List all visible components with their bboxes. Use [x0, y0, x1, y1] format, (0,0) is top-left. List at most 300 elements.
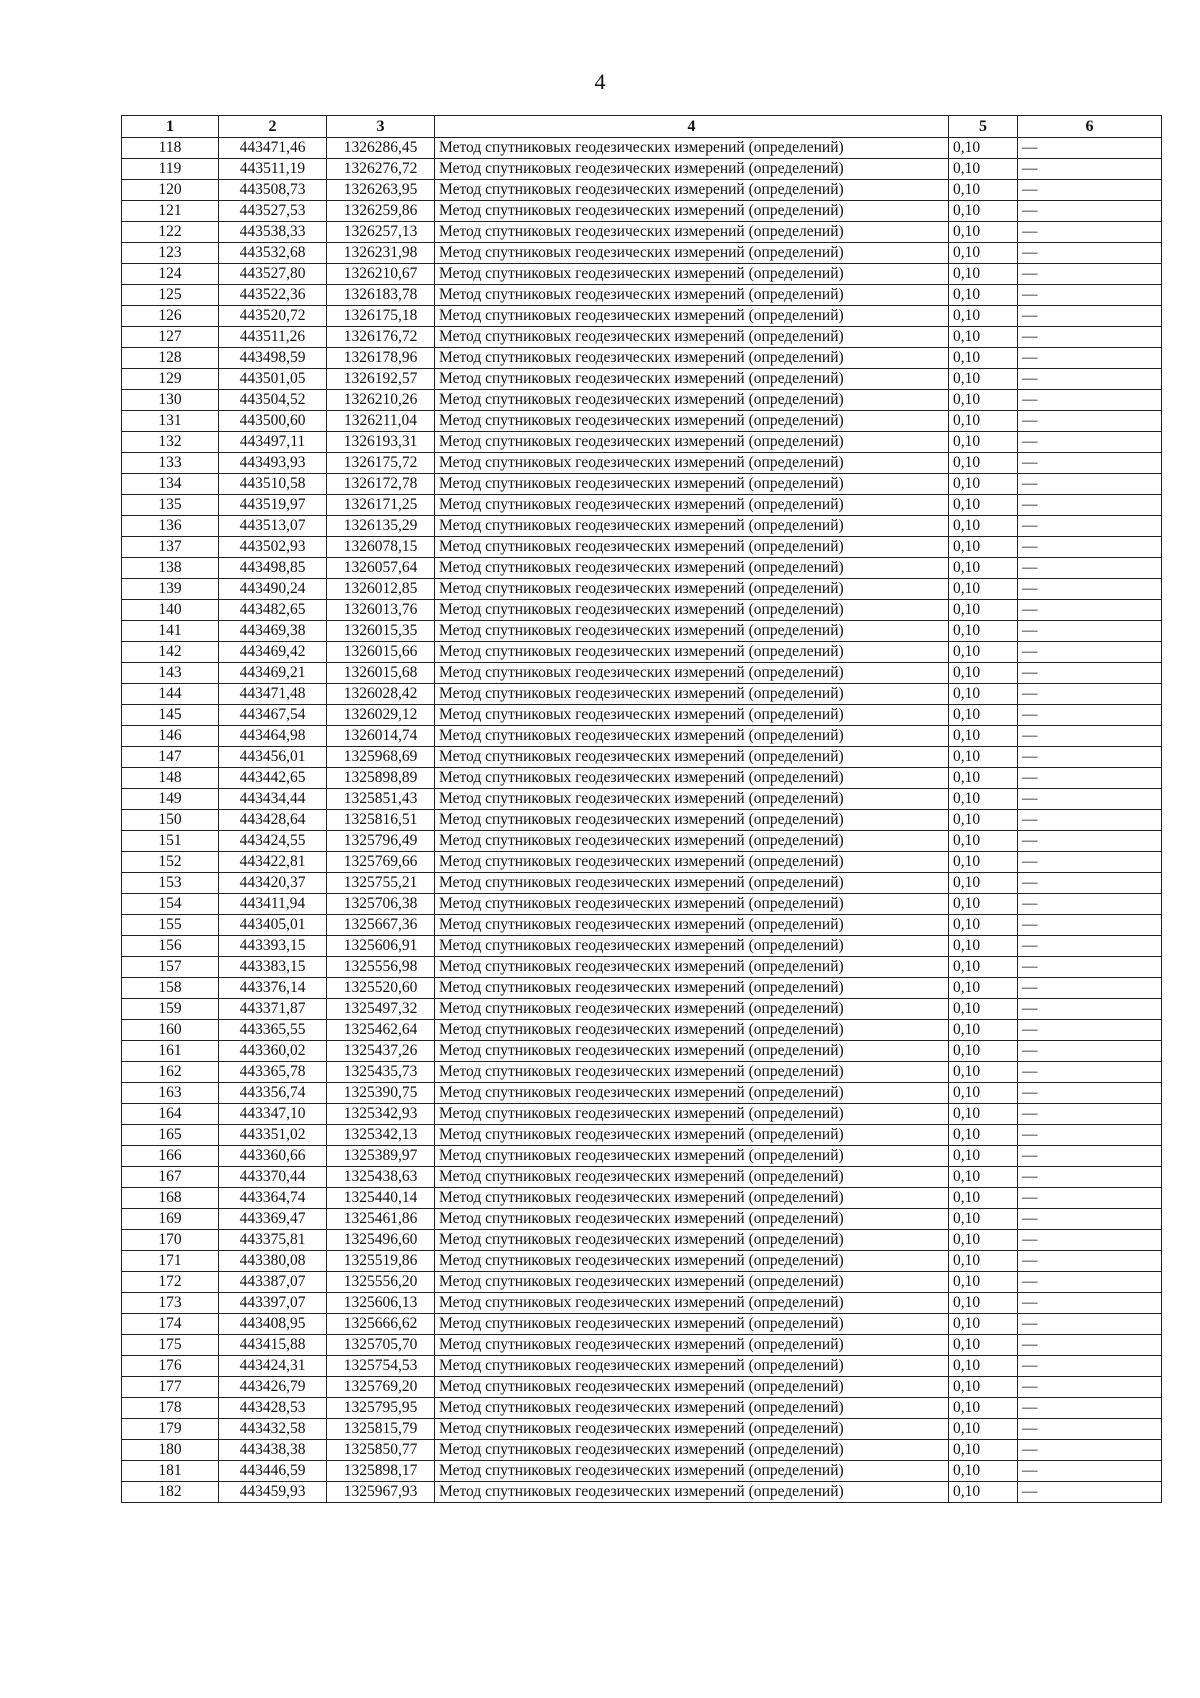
y-coordinate-cell: 1326015,66: [327, 642, 435, 663]
accuracy-cell: 0,10: [949, 264, 1018, 285]
description-cell: —: [1018, 327, 1162, 348]
table-row: [122, 1083, 1162, 1104]
point-number-cell: 121: [122, 201, 219, 222]
x-coordinate-cell: 443424,55: [219, 831, 327, 852]
y-coordinate-cell: 1325898,89: [327, 768, 435, 789]
y-coordinate-cell: 1325606,13: [327, 1293, 435, 1314]
description-cell: —: [1018, 285, 1162, 306]
description-cell: —: [1018, 1167, 1162, 1188]
method-cell: Метод спутниковых геодезических измерений (определений): [435, 726, 949, 747]
y-coordinate-cell: 1326211,04: [327, 411, 435, 432]
x-coordinate-cell: 443511,19: [219, 159, 327, 180]
accuracy-cell: 0,10: [949, 663, 1018, 684]
description-cell: —: [1018, 936, 1162, 957]
table-row: [122, 201, 1162, 222]
x-coordinate-cell: 443513,07: [219, 516, 327, 537]
method-cell: Метод спутниковых геодезических измерений (определений): [435, 936, 949, 957]
point-number-cell: 138: [122, 558, 219, 579]
method-cell: Метод спутниковых геодезических измерений (определений): [435, 600, 949, 621]
point-number-cell: 151: [122, 831, 219, 852]
description-cell: —: [1018, 1104, 1162, 1125]
point-number-cell: 164: [122, 1104, 219, 1125]
table-row: [122, 1041, 1162, 1062]
y-coordinate-cell: 1325666,62: [327, 1314, 435, 1335]
table-row: [122, 1125, 1162, 1146]
method-cell: Метод спутниковых геодезических измерений (определений): [435, 1125, 949, 1146]
y-coordinate-cell: 1325796,49: [327, 831, 435, 852]
table-row: [122, 579, 1162, 600]
method-cell: Метод спутниковых геодезических измерений (определений): [435, 1251, 949, 1272]
point-number-cell: 181: [122, 1461, 219, 1482]
method-cell: Метод спутниковых геодезических измерений (определений): [435, 1083, 949, 1104]
description-cell: —: [1018, 1188, 1162, 1209]
table-row: [122, 726, 1162, 747]
accuracy-cell: 0,10: [949, 705, 1018, 726]
method-cell: Метод спутниковых геодезических измерений (определений): [435, 495, 949, 516]
method-cell: Метод спутниковых геодезических измерений (определений): [435, 663, 949, 684]
description-cell: —: [1018, 768, 1162, 789]
accuracy-cell: 0,10: [949, 873, 1018, 894]
accuracy-cell: 0,10: [949, 390, 1018, 411]
accuracy-cell: 0,10: [949, 537, 1018, 558]
table-header-row: [122, 116, 1162, 138]
description-cell: —: [1018, 747, 1162, 768]
x-coordinate-cell: 443397,07: [219, 1293, 327, 1314]
method-cell: Метод спутниковых геодезических измерений (определений): [435, 1104, 949, 1125]
table-row: [122, 306, 1162, 327]
x-coordinate-cell: 443467,54: [219, 705, 327, 726]
method-cell: Метод спутниковых геодезических измерений (определений): [435, 1314, 949, 1335]
x-coordinate-cell: 443422,81: [219, 852, 327, 873]
method-cell: Метод спутниковых геодезических измерений (определений): [435, 1482, 949, 1503]
x-coordinate-cell: 443347,10: [219, 1104, 327, 1125]
point-number-cell: 172: [122, 1272, 219, 1293]
method-cell: Метод спутниковых геодезических измерений (определений): [435, 831, 949, 852]
method-cell: Метод спутниковых геодезических измерений (определений): [435, 1209, 949, 1230]
y-coordinate-cell: 1325705,70: [327, 1335, 435, 1356]
column-header: 2: [219, 116, 327, 138]
point-number-cell: 175: [122, 1335, 219, 1356]
point-number-cell: 177: [122, 1377, 219, 1398]
y-coordinate-cell: 1326231,98: [327, 243, 435, 264]
point-number-cell: 128: [122, 348, 219, 369]
description-cell: —: [1018, 852, 1162, 873]
x-coordinate-cell: 443426,79: [219, 1377, 327, 1398]
accuracy-cell: 0,10: [949, 1167, 1018, 1188]
method-cell: Метод спутниковых геодезических измерений (определений): [435, 915, 949, 936]
description-cell: —: [1018, 1020, 1162, 1041]
y-coordinate-cell: 1325706,38: [327, 894, 435, 915]
description-cell: —: [1018, 1083, 1162, 1104]
table-row: [122, 1167, 1162, 1188]
method-cell: Метод спутниковых геодезических измерений (определений): [435, 1230, 949, 1251]
accuracy-cell: 0,10: [949, 348, 1018, 369]
point-number-cell: 162: [122, 1062, 219, 1083]
x-coordinate-cell: 443375,81: [219, 1230, 327, 1251]
point-number-cell: 180: [122, 1440, 219, 1461]
point-number-cell: 132: [122, 432, 219, 453]
accuracy-cell: 0,10: [949, 684, 1018, 705]
description-cell: —: [1018, 978, 1162, 999]
point-number-cell: 126: [122, 306, 219, 327]
x-coordinate-cell: 443438,38: [219, 1440, 327, 1461]
x-coordinate-cell: 443508,73: [219, 180, 327, 201]
table-row: [122, 810, 1162, 831]
accuracy-cell: 0,10: [949, 159, 1018, 180]
y-coordinate-cell: 1326259,86: [327, 201, 435, 222]
table-row: [122, 1104, 1162, 1125]
description-cell: —: [1018, 537, 1162, 558]
method-cell: Метод спутниковых геодезических измерений (определений): [435, 558, 949, 579]
y-coordinate-cell: 1326015,68: [327, 663, 435, 684]
x-coordinate-cell: 443393,15: [219, 936, 327, 957]
y-coordinate-cell: 1326210,67: [327, 264, 435, 285]
column-header: 5: [949, 116, 1018, 138]
description-cell: —: [1018, 1482, 1162, 1503]
table-row: [122, 684, 1162, 705]
accuracy-cell: 0,10: [949, 432, 1018, 453]
accuracy-cell: 0,10: [949, 138, 1018, 159]
x-coordinate-cell: 443356,74: [219, 1083, 327, 1104]
table-row: [122, 1398, 1162, 1419]
description-cell: —: [1018, 138, 1162, 159]
point-number-cell: 157: [122, 957, 219, 978]
point-number-cell: 141: [122, 621, 219, 642]
y-coordinate-cell: 1325968,69: [327, 747, 435, 768]
x-coordinate-cell: 443434,44: [219, 789, 327, 810]
description-cell: —: [1018, 348, 1162, 369]
y-coordinate-cell: 1326175,18: [327, 306, 435, 327]
x-coordinate-cell: 443497,11: [219, 432, 327, 453]
table-row: [122, 999, 1162, 1020]
method-cell: Метод спутниковых геодезических измерений (определений): [435, 768, 949, 789]
point-number-cell: 131: [122, 411, 219, 432]
description-cell: —: [1018, 159, 1162, 180]
x-coordinate-cell: 443365,78: [219, 1062, 327, 1083]
y-coordinate-cell: 1326175,72: [327, 453, 435, 474]
y-coordinate-cell: 1326013,76: [327, 600, 435, 621]
description-cell: —: [1018, 369, 1162, 390]
point-number-cell: 170: [122, 1230, 219, 1251]
table-row: [122, 1419, 1162, 1440]
y-coordinate-cell: 1325755,21: [327, 873, 435, 894]
accuracy-cell: 0,10: [949, 999, 1018, 1020]
method-cell: Метод спутниковых геодезических измерений (определений): [435, 1440, 949, 1461]
point-number-cell: 158: [122, 978, 219, 999]
description-cell: —: [1018, 495, 1162, 516]
coordinates-table: [121, 115, 1162, 1503]
accuracy-cell: 0,10: [949, 579, 1018, 600]
method-cell: Метод спутниковых геодезических измерений (определений): [435, 432, 949, 453]
table-row: [122, 180, 1162, 201]
method-cell: Метод спутниковых геодезических измерений (определений): [435, 1377, 949, 1398]
table-row: [122, 474, 1162, 495]
point-number-cell: 130: [122, 390, 219, 411]
accuracy-cell: 0,10: [949, 1314, 1018, 1335]
description-cell: —: [1018, 600, 1162, 621]
accuracy-cell: 0,10: [949, 495, 1018, 516]
method-cell: Метод спутниковых геодезических измерений (определений): [435, 537, 949, 558]
accuracy-cell: 0,10: [949, 453, 1018, 474]
description-cell: —: [1018, 1272, 1162, 1293]
x-coordinate-cell: 443532,68: [219, 243, 327, 264]
method-cell: Метод спутниковых геодезических измерений (определений): [435, 873, 949, 894]
method-cell: Метод спутниковых геодезических измерений (определений): [435, 1293, 949, 1314]
method-cell: Метод спутниковых геодезических измерений (определений): [435, 810, 949, 831]
point-number-cell: 136: [122, 516, 219, 537]
table-row: [122, 1062, 1162, 1083]
point-number-cell: 146: [122, 726, 219, 747]
table-row: [122, 1377, 1162, 1398]
table-row: [122, 1335, 1162, 1356]
x-coordinate-cell: 443383,15: [219, 957, 327, 978]
table-row: [122, 978, 1162, 999]
y-coordinate-cell: 1325556,20: [327, 1272, 435, 1293]
column-header: 3: [327, 116, 435, 138]
table-row: [122, 495, 1162, 516]
description-cell: —: [1018, 1125, 1162, 1146]
y-coordinate-cell: 1325390,75: [327, 1083, 435, 1104]
table-row: [122, 369, 1162, 390]
method-cell: Метод спутниковых геодезических измерений (определений): [435, 285, 949, 306]
method-cell: Метод спутниковых геодезических измерений (определений): [435, 1146, 949, 1167]
description-cell: —: [1018, 663, 1162, 684]
y-coordinate-cell: 1325435,73: [327, 1062, 435, 1083]
x-coordinate-cell: 443360,02: [219, 1041, 327, 1062]
x-coordinate-cell: 443519,97: [219, 495, 327, 516]
point-number-cell: 119: [122, 159, 219, 180]
point-number-cell: 182: [122, 1482, 219, 1503]
accuracy-cell: 0,10: [949, 642, 1018, 663]
y-coordinate-cell: 1325851,43: [327, 789, 435, 810]
y-coordinate-cell: 1326192,57: [327, 369, 435, 390]
method-cell: Метод спутниковых геодезических измерений (определений): [435, 222, 949, 243]
point-number-cell: 134: [122, 474, 219, 495]
method-cell: Метод спутниковых геодезических измерений (определений): [435, 747, 949, 768]
x-coordinate-cell: 443498,85: [219, 558, 327, 579]
accuracy-cell: 0,10: [949, 831, 1018, 852]
description-cell: —: [1018, 831, 1162, 852]
y-coordinate-cell: 1325556,98: [327, 957, 435, 978]
method-cell: Метод спутниковых геодезических измерений (определений): [435, 1167, 949, 1188]
page-number: 4: [594, 69, 606, 94]
method-cell: Метод спутниковых геодезических измерений (определений): [435, 243, 949, 264]
method-cell: Метод спутниковых геодезических измерений (определений): [435, 852, 949, 873]
table-row: [122, 663, 1162, 684]
accuracy-cell: 0,10: [949, 1041, 1018, 1062]
method-cell: Метод спутниковых геодезических измерений (определений): [435, 705, 949, 726]
method-cell: Метод спутниковых геодезических измерений (определений): [435, 516, 949, 537]
point-number-cell: 163: [122, 1083, 219, 1104]
point-number-cell: 154: [122, 894, 219, 915]
description-cell: —: [1018, 1356, 1162, 1377]
x-coordinate-cell: 443522,36: [219, 285, 327, 306]
description-cell: —: [1018, 684, 1162, 705]
method-cell: Метод спутниковых геодезических измерений (определений): [435, 264, 949, 285]
y-coordinate-cell: 1326135,29: [327, 516, 435, 537]
table-row: [122, 1209, 1162, 1230]
method-cell: Метод спутниковых геодезических измерений (определений): [435, 348, 949, 369]
description-cell: —: [1018, 558, 1162, 579]
description-cell: —: [1018, 1461, 1162, 1482]
x-coordinate-cell: 443502,93: [219, 537, 327, 558]
point-number-cell: 124: [122, 264, 219, 285]
accuracy-cell: 0,10: [949, 978, 1018, 999]
column-header: 1: [122, 116, 219, 138]
accuracy-cell: 0,10: [949, 1083, 1018, 1104]
description-cell: —: [1018, 1230, 1162, 1251]
description-cell: —: [1018, 1209, 1162, 1230]
y-coordinate-cell: 1325769,20: [327, 1377, 435, 1398]
point-number-cell: 139: [122, 579, 219, 600]
x-coordinate-cell: 443370,44: [219, 1167, 327, 1188]
x-coordinate-cell: 443469,38: [219, 621, 327, 642]
y-coordinate-cell: 1325795,95: [327, 1398, 435, 1419]
y-coordinate-cell: 1326015,35: [327, 621, 435, 642]
point-number-cell: 173: [122, 1293, 219, 1314]
y-coordinate-cell: 1325816,51: [327, 810, 435, 831]
accuracy-cell: 0,10: [949, 1146, 1018, 1167]
y-coordinate-cell: 1325342,13: [327, 1125, 435, 1146]
accuracy-cell: 0,10: [949, 1272, 1018, 1293]
method-cell: Метод спутниковых геодезических измерений (определений): [435, 1062, 949, 1083]
column-header: 6: [1018, 116, 1162, 138]
accuracy-cell: 0,10: [949, 1377, 1018, 1398]
accuracy-cell: 0,10: [949, 222, 1018, 243]
accuracy-cell: 0,10: [949, 936, 1018, 957]
method-cell: Метод спутниковых геодезических измерений (определений): [435, 1041, 949, 1062]
table-row: [122, 873, 1162, 894]
description-cell: —: [1018, 432, 1162, 453]
method-cell: Метод спутниковых геодезических измерений (определений): [435, 138, 949, 159]
accuracy-cell: 0,10: [949, 327, 1018, 348]
accuracy-cell: 0,10: [949, 1335, 1018, 1356]
point-number-cell: 174: [122, 1314, 219, 1335]
table-row: [122, 768, 1162, 789]
accuracy-cell: 0,10: [949, 1020, 1018, 1041]
table-row: [122, 264, 1162, 285]
accuracy-cell: 0,10: [949, 915, 1018, 936]
point-number-cell: 152: [122, 852, 219, 873]
accuracy-cell: 0,10: [949, 600, 1018, 621]
point-number-cell: 150: [122, 810, 219, 831]
point-number-cell: 137: [122, 537, 219, 558]
x-coordinate-cell: 443511,26: [219, 327, 327, 348]
description-cell: —: [1018, 1398, 1162, 1419]
method-cell: Метод спутниковых геодезических измерений (определений): [435, 999, 949, 1020]
table-row: [122, 453, 1162, 474]
table-row: [122, 831, 1162, 852]
accuracy-cell: 0,10: [949, 201, 1018, 222]
accuracy-cell: 0,10: [949, 1104, 1018, 1125]
table-row: [122, 705, 1162, 726]
method-cell: Метод спутниковых геодезических измерений (определений): [435, 642, 949, 663]
accuracy-cell: 0,10: [949, 1440, 1018, 1461]
table-row: [122, 936, 1162, 957]
table-row: [122, 1272, 1162, 1293]
point-number-cell: 171: [122, 1251, 219, 1272]
point-number-cell: 168: [122, 1188, 219, 1209]
accuracy-cell: 0,10: [949, 726, 1018, 747]
description-cell: —: [1018, 306, 1162, 327]
y-coordinate-cell: 1326183,78: [327, 285, 435, 306]
table-row: [122, 747, 1162, 768]
x-coordinate-cell: 443411,94: [219, 894, 327, 915]
description-cell: —: [1018, 621, 1162, 642]
point-number-cell: 155: [122, 915, 219, 936]
description-cell: —: [1018, 957, 1162, 978]
method-cell: Метод спутниковых геодезических измерений (определений): [435, 327, 949, 348]
x-coordinate-cell: 443510,58: [219, 474, 327, 495]
method-cell: Метод спутниковых геодезических измерений (определений): [435, 453, 949, 474]
table-row: [122, 915, 1162, 936]
method-cell: Метод спутниковых геодезических измерений (определений): [435, 306, 949, 327]
accuracy-cell: 0,10: [949, 957, 1018, 978]
method-cell: Метод спутниковых геодезических измерений (определений): [435, 369, 949, 390]
accuracy-cell: 0,10: [949, 1461, 1018, 1482]
y-coordinate-cell: 1326172,78: [327, 474, 435, 495]
accuracy-cell: 0,10: [949, 810, 1018, 831]
y-coordinate-cell: 1325440,14: [327, 1188, 435, 1209]
y-coordinate-cell: 1326193,31: [327, 432, 435, 453]
point-number-cell: 166: [122, 1146, 219, 1167]
method-cell: Метод спутниковых геодезических измерений (определений): [435, 1398, 949, 1419]
y-coordinate-cell: 1325461,86: [327, 1209, 435, 1230]
x-coordinate-cell: 443415,88: [219, 1335, 327, 1356]
description-cell: —: [1018, 705, 1162, 726]
accuracy-cell: 0,10: [949, 747, 1018, 768]
y-coordinate-cell: 1325519,86: [327, 1251, 435, 1272]
x-coordinate-cell: 443527,80: [219, 264, 327, 285]
x-coordinate-cell: 443360,66: [219, 1146, 327, 1167]
point-number-cell: 142: [122, 642, 219, 663]
y-coordinate-cell: 1325898,17: [327, 1461, 435, 1482]
method-cell: Метод спутниковых геодезических измерений (определений): [435, 1020, 949, 1041]
table-row: [122, 1461, 1162, 1482]
point-number-cell: 122: [122, 222, 219, 243]
method-cell: Метод спутниковых геодезических измерений (определений): [435, 621, 949, 642]
table-row: [122, 159, 1162, 180]
x-coordinate-cell: 443504,52: [219, 390, 327, 411]
point-number-cell: 165: [122, 1125, 219, 1146]
table-row: [122, 1230, 1162, 1251]
point-number-cell: 140: [122, 600, 219, 621]
y-coordinate-cell: 1326263,95: [327, 180, 435, 201]
table-row: [122, 1146, 1162, 1167]
x-coordinate-cell: 443456,01: [219, 747, 327, 768]
table-row: [122, 138, 1162, 159]
method-cell: Метод спутниковых геодезических измерений (определений): [435, 411, 949, 432]
description-cell: —: [1018, 453, 1162, 474]
point-number-cell: 133: [122, 453, 219, 474]
y-coordinate-cell: 1326029,12: [327, 705, 435, 726]
description-cell: —: [1018, 390, 1162, 411]
y-coordinate-cell: 1326171,25: [327, 495, 435, 516]
table-row: [122, 1440, 1162, 1461]
table-row: [122, 1482, 1162, 1503]
y-coordinate-cell: 1326176,72: [327, 327, 435, 348]
method-cell: Метод спутниковых геодезических измерений (определений): [435, 684, 949, 705]
accuracy-cell: 0,10: [949, 369, 1018, 390]
y-coordinate-cell: 1326014,74: [327, 726, 435, 747]
method-cell: Метод спутниковых геодезических измерений (определений): [435, 390, 949, 411]
method-cell: Метод спутниковых геодезических измерений (определений): [435, 1188, 949, 1209]
accuracy-cell: 0,10: [949, 1293, 1018, 1314]
method-cell: Метод спутниковых геодезических измерений (определений): [435, 180, 949, 201]
point-number-cell: 179: [122, 1419, 219, 1440]
description-cell: —: [1018, 1440, 1162, 1461]
accuracy-cell: 0,10: [949, 1230, 1018, 1251]
